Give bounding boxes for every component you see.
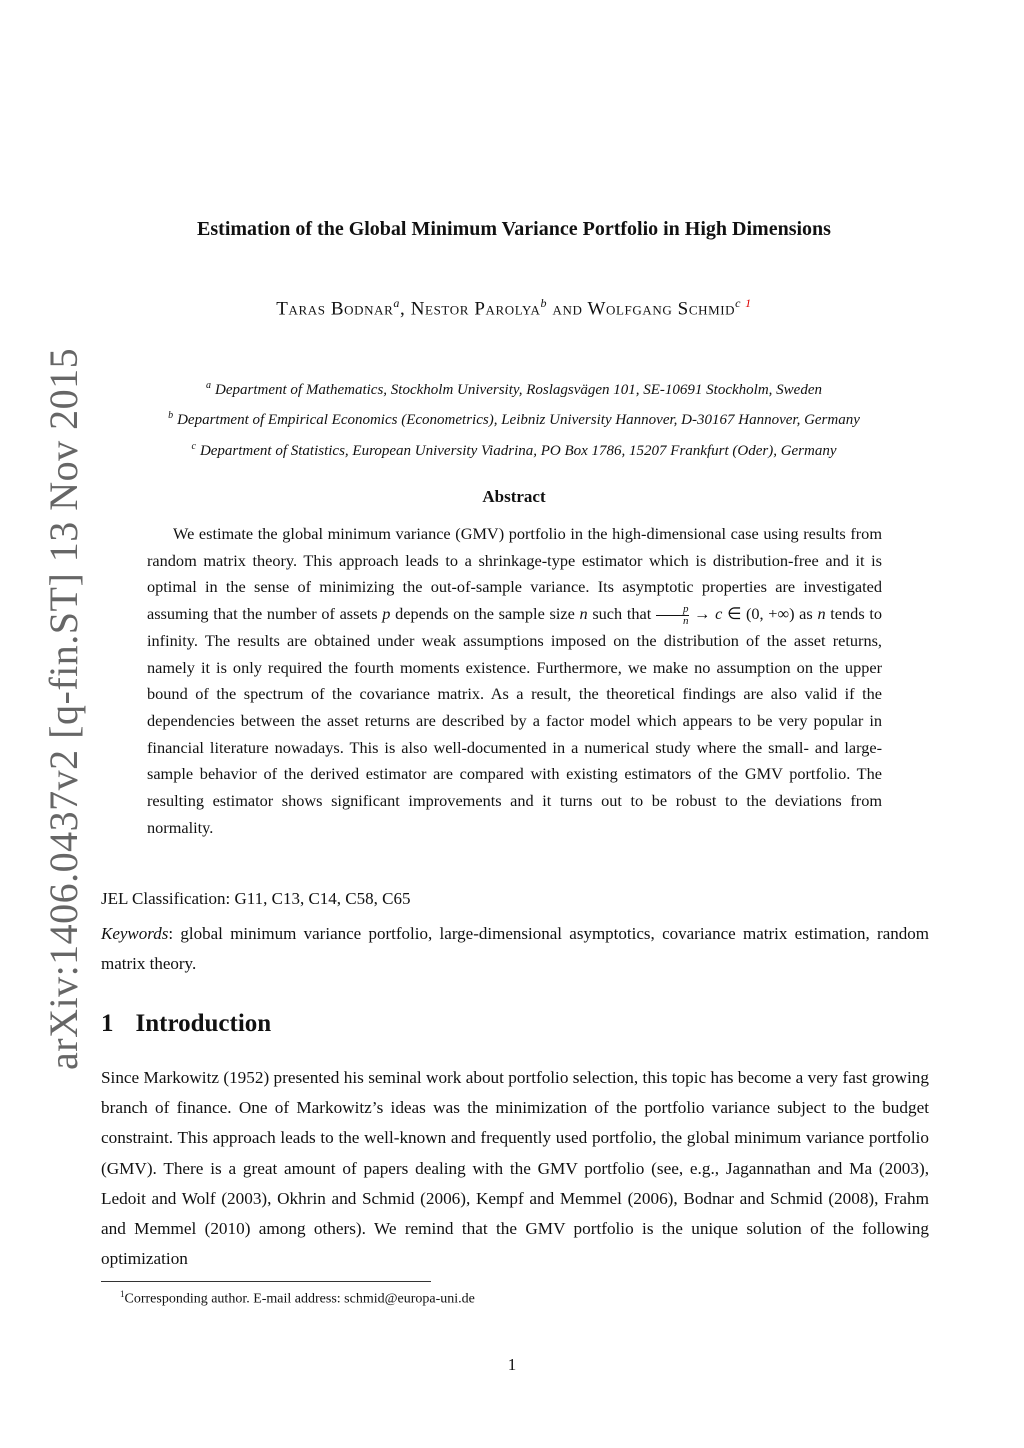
paper-title: Estimation of the Global Minimum Variance Portfolio in High Dimensions [197, 218, 831, 240]
page-number: 1 [507, 1355, 517, 1374]
affiliation-text: Department of Statistics, European University Viadrina, PO Box 1786, 15207 Frankfurt (Oder), Germany [199, 443, 837, 459]
affiliation [100, 410, 928, 429]
affiliation-mark: b [168, 410, 174, 421]
footnote-text: Corresponding author. E-mail address: schmid@europa-uni.de [124, 1291, 475, 1307]
abstract-fragment: depends on the sample size [390, 604, 580, 624]
keywords-text: : global minimum variance portfolio, large-dimensional asymptotics, covariance matrix estimation, random matrix theory. [101, 924, 929, 973]
arxiv-identifier: arXiv:1406.0437v2 [q-fin.ST] 13 Nov 2015 [41, 347, 86, 1070]
section-heading [101, 1010, 271, 1038]
author-affiliation-mark: b [540, 296, 548, 310]
abstract-fragment: tends to infinity. The results are obtained under weak assumptions imposed on the distribution of the asset returns, namely it is only required the fourth moments existence. Furthermore, we make no assumption on the upper bound of the spectrum of the covariance matrix. As a result, the theoretical findings are also valid if the dependencies between the asset returns are described by a factor model which appears to be very popular in financial literature nowadays. This is also well-documented in a numerical study where the small- and large-sample behavior of the derived estimator are compared with existing estimators of the GMV portfolio. The resulting estimator shows significant improvements and it turns out to be robust to the deviations from normality. [147, 604, 883, 837]
author-name: Nestor Parolya [410, 298, 541, 320]
affiliation-mark: a [206, 380, 211, 391]
footnote-rule [101, 1281, 431, 1282]
abstract-fragment: → [689, 604, 716, 624]
abstract-fragment: We estimate the global minimum variance (GMV) portfolio in the high-dimensional case using results from random matrix theory. This approach leads to a shrinkage-type estimator which is distribution-free and it is optimal in the sense of minimizing the out-of-sample variance. Its asymptotic properties are investigated assuming that the number of assets [147, 524, 882, 624]
author-affiliation-mark: a [393, 296, 401, 310]
affiliation-text: Department of Mathematics, Stockholm University, Roslagsvägen 101, SE-10691 Stockholm, Sweden [215, 382, 822, 398]
affiliation [100, 441, 928, 460]
fraction-numerator: p [656, 604, 690, 616]
footnote [120, 1289, 475, 1308]
affiliation-mark: c [191, 441, 196, 452]
jel-classification: JEL Classification: G11, C13, C14, C58, C65 [101, 889, 411, 908]
footnote-link[interactable]: 1 [745, 296, 752, 310]
math-variable: n [579, 604, 588, 624]
footnote-mark: 1 [120, 1289, 125, 1299]
section-title: Introduction [135, 1010, 272, 1037]
math-fraction [656, 604, 690, 627]
author-affiliation-mark: c [735, 296, 742, 310]
math-variable: p [382, 604, 391, 624]
author-separator: , [400, 298, 411, 320]
keywords [101, 919, 929, 979]
abstract-fragment: ∈ (0, +∞) as [722, 604, 818, 624]
section-number: 1 [101, 1010, 114, 1037]
author-name: Taras Bodnar [276, 298, 394, 320]
math-variable: c [715, 604, 723, 624]
author-list [100, 296, 928, 320]
author-separator: and [547, 298, 588, 320]
intro-paragraph: Since Markowitz (1952) presented his seminal work about portfolio selection, this topic has become a very fast growing branch of finance. One of Markowitz’s ideas was the minimization of the portfolio variance subject to the budget constraint. This approach leads to the well-known and frequently used portfolio, the global minimum variance portfolio (GMV). There is a great amount of papers dealing with the GMV portfolio (see, e.g., Jagannathan and Ma (2003), Ledoit and Wolf (2003), Okhrin and Schmid (2006), Kempf and Memmel (2006), Bodnar and Schmid (2008), Frahm and Memmel (2010) among others). We remind that the GMV portfolio is the unique solution of the following optimization [101, 1068, 929, 1269]
abstract-text [147, 521, 882, 841]
abstract-fragment: such that [587, 604, 656, 624]
fraction-denominator: n [682, 614, 689, 627]
keywords-label: Keywords [101, 924, 169, 943]
abstract-heading: Abstract [482, 487, 546, 506]
affiliation [100, 380, 928, 399]
affiliation-text: Department of Empirical Economics (Econometrics), Leibniz University Hannover, D-30167 Hannover, Germany [177, 412, 860, 428]
math-variable: n [817, 604, 826, 624]
author-name: Wolfgang Schmid [587, 298, 736, 320]
